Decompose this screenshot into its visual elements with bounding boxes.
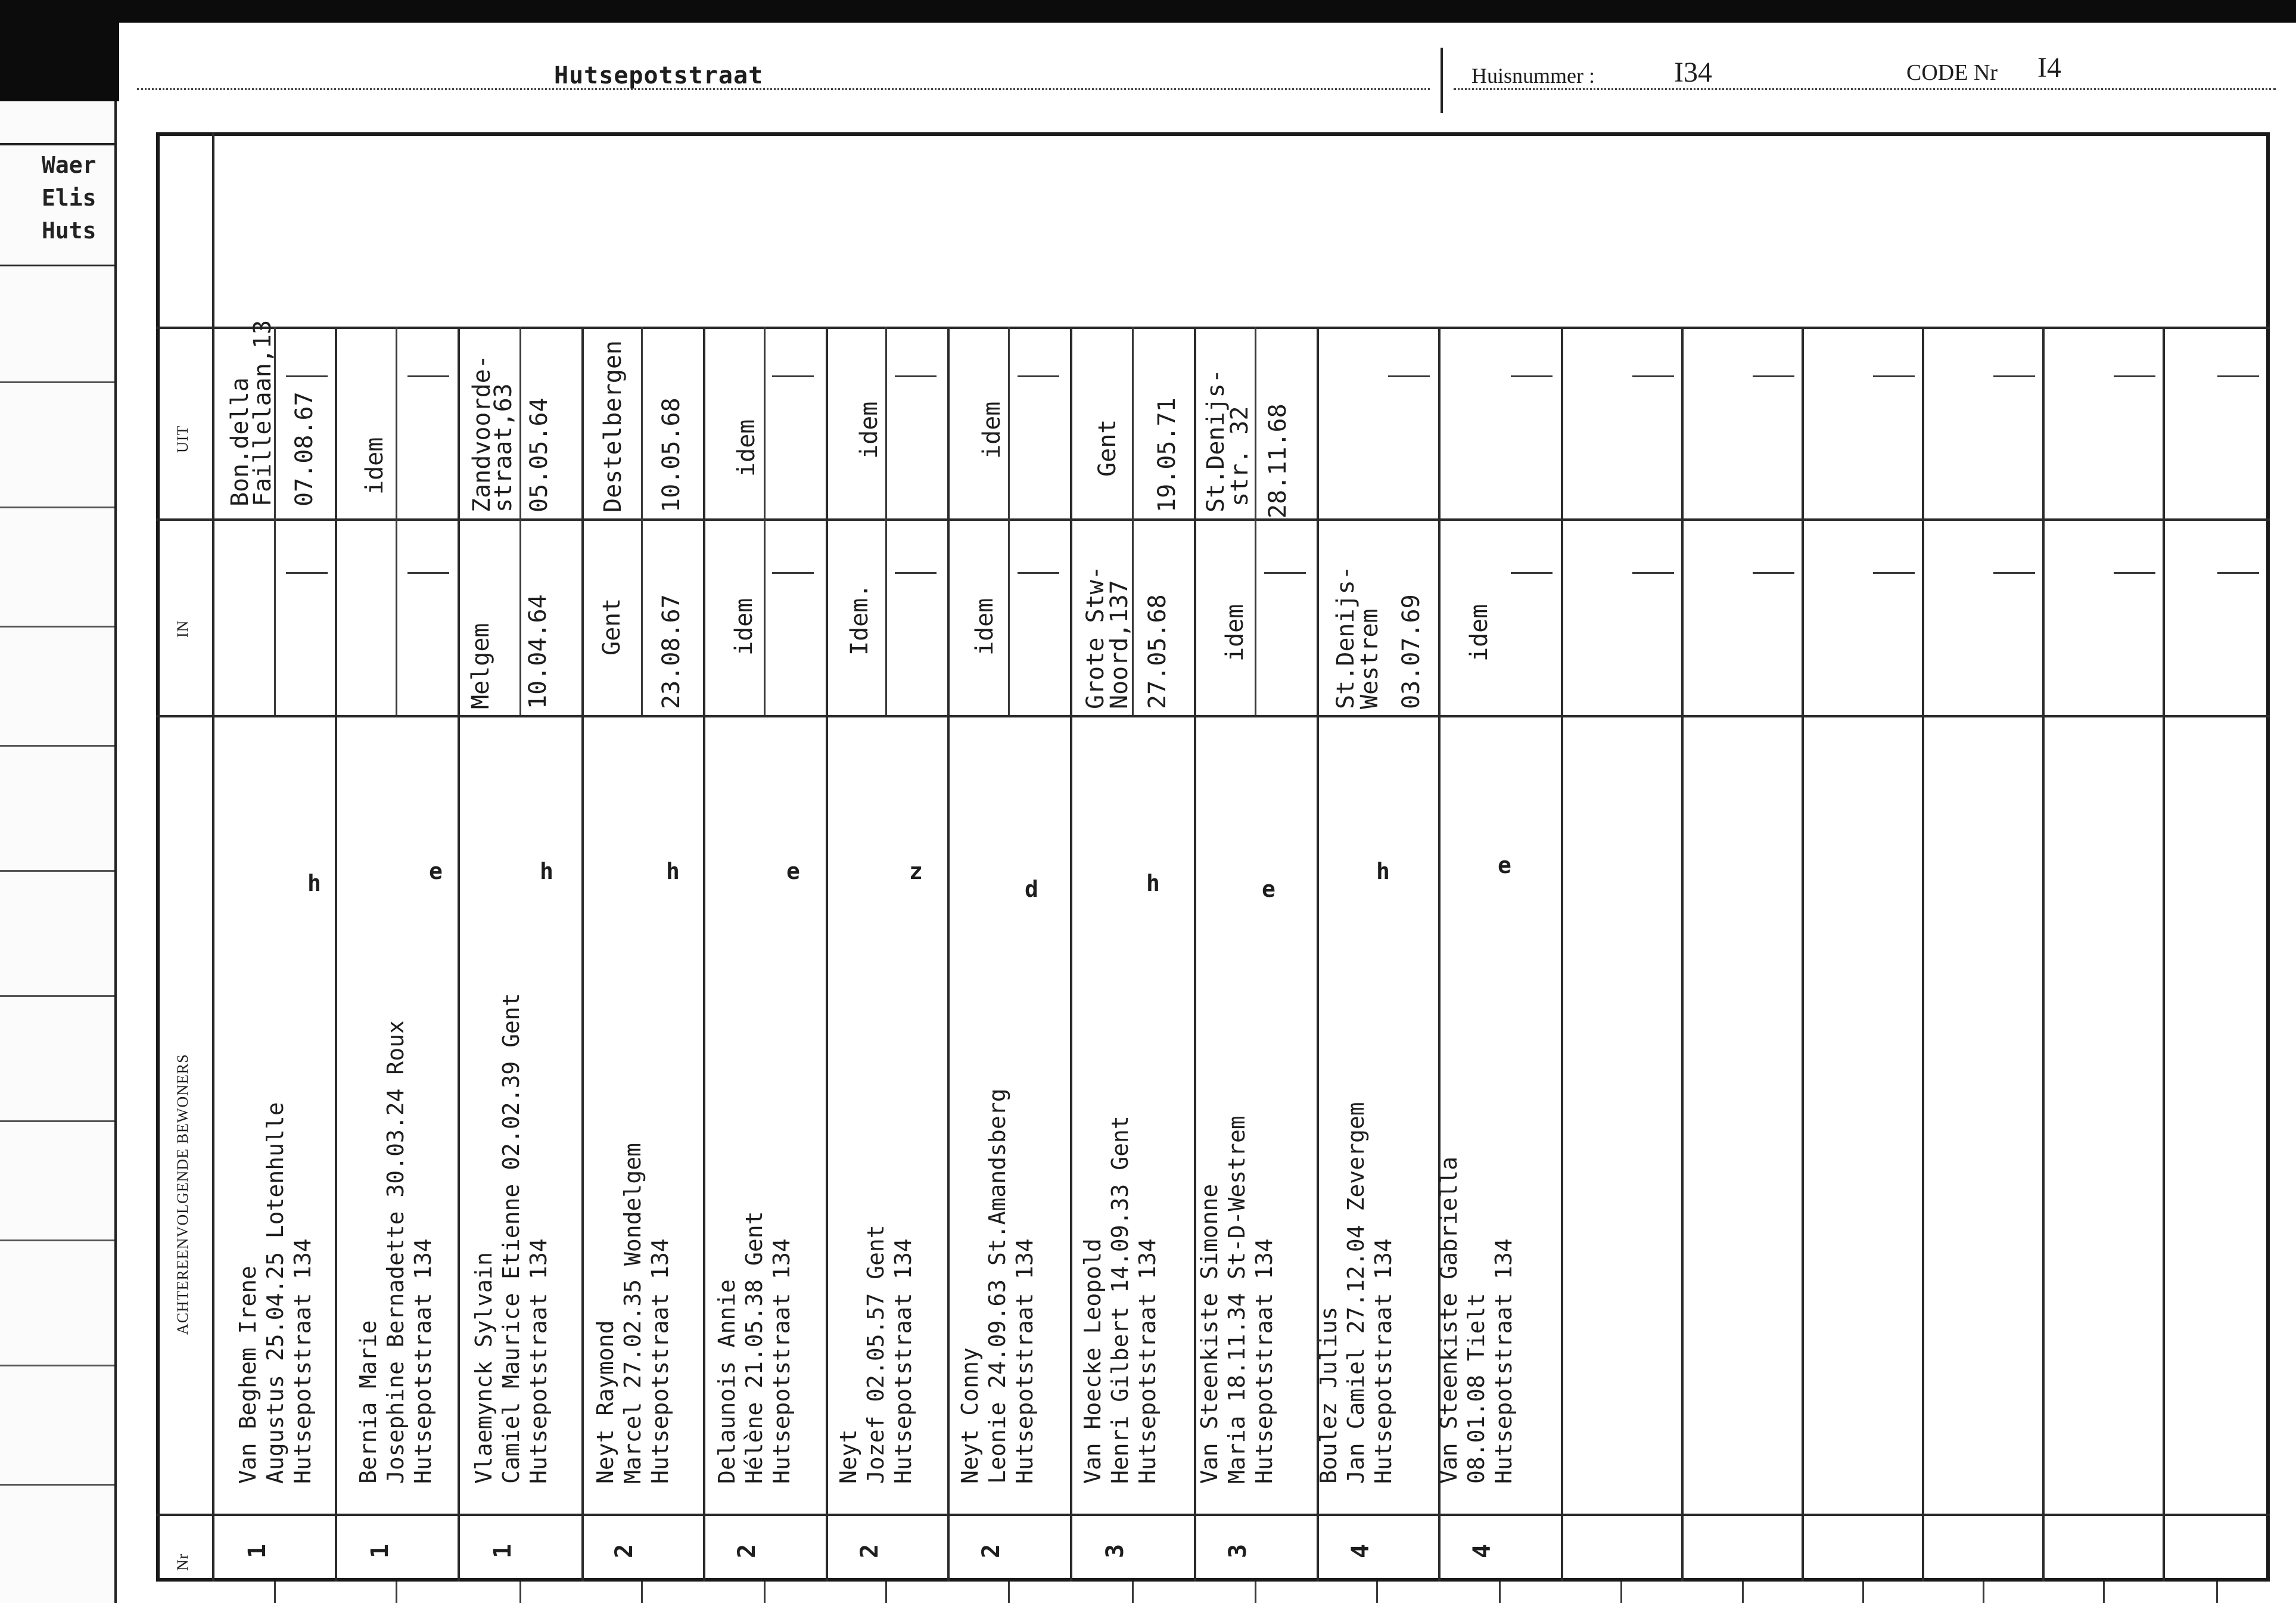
- row-line-1: Delaunois Annie: [714, 1279, 740, 1484]
- in-place: St.Denijs-: [1332, 566, 1359, 709]
- empty-cell-dash: [1632, 375, 1674, 377]
- row-status: h: [1376, 858, 1390, 884]
- row-line-3: Hutsepotstraat 134: [769, 1238, 795, 1484]
- in-sub-rule: [1255, 518, 1256, 715]
- row-line-2: Maria 18.11.34 St-D-Westrem: [1224, 1116, 1250, 1484]
- left-strip-rule: [0, 1365, 114, 1366]
- left-strip: [0, 101, 117, 1603]
- uit-sub-rule: [1255, 327, 1256, 518]
- bottom-tick: [1255, 1582, 1256, 1603]
- uit-date: 28.11.68: [1264, 403, 1292, 518]
- row-status: h: [666, 858, 680, 884]
- in-place: idem: [971, 598, 998, 656]
- nr-column-top-rule: [156, 1514, 2270, 1516]
- left-strip-rule: [0, 1484, 114, 1486]
- bottom-tick: [1132, 1582, 1134, 1603]
- uit-sub-rule: [519, 327, 521, 518]
- row-line-2: Hélène 21.05.38 Gent: [741, 1211, 767, 1484]
- row-nr: 2: [611, 1543, 639, 1559]
- uit-place: Bon.della: [226, 377, 254, 507]
- empty-cell-dash: [895, 375, 937, 377]
- row-rule: [335, 327, 337, 1582]
- uit-place: Gent: [1094, 419, 1121, 477]
- left-strip-rule: [0, 381, 114, 383]
- uit-place: idem: [855, 401, 883, 459]
- row-status: h: [540, 858, 553, 884]
- uit-date: 07.08.67: [291, 392, 318, 507]
- bottom-tick: [274, 1582, 276, 1603]
- house-number-value: I34: [1674, 57, 1712, 88]
- uit-place: idem: [978, 401, 1006, 459]
- residents-column-top-rule: [156, 715, 2270, 717]
- left-strip-line: Waer: [42, 152, 97, 178]
- header-dotted-line: [1454, 88, 2276, 90]
- row-nr: 4: [1347, 1543, 1375, 1559]
- in-sub-rule: [519, 518, 521, 715]
- row-line-1: Neyt Raymond: [592, 1320, 618, 1484]
- row-line-3: Hutsepotstraat 134: [1012, 1238, 1038, 1484]
- row-line-2: Augustus 25.04.25 Lotenhulle: [262, 1102, 288, 1484]
- in-place: Idem.: [846, 583, 873, 656]
- row-status: e: [429, 858, 443, 884]
- left-strip-rule: [0, 1239, 114, 1241]
- row-rule: [2042, 327, 2045, 1582]
- empty-cell-dash: [1018, 375, 1059, 377]
- bottom-tick: [1620, 1582, 1622, 1603]
- row-nr: 2: [978, 1543, 1006, 1559]
- in-place: idem: [730, 598, 758, 656]
- row-rule: [581, 327, 584, 1582]
- in-place: idem: [1221, 604, 1249, 661]
- in-place: Gent: [598, 598, 626, 656]
- in-place: Grote Stw-: [1082, 566, 1109, 709]
- row-rule: [458, 327, 460, 1582]
- row-line-1: Neyt Conny: [957, 1347, 983, 1484]
- empty-cell-dash: [1993, 572, 2035, 574]
- left-strip-rule: [0, 1120, 114, 1122]
- row-rule: [2163, 327, 2165, 1582]
- col-header-in: IN: [174, 620, 191, 638]
- empty-cell-dash: [1873, 572, 1915, 574]
- row-status: e: [1498, 852, 1511, 878]
- row-nr: 3: [1102, 1543, 1130, 1559]
- uit-sub-rule: [764, 327, 766, 518]
- bottom-tick: [519, 1582, 521, 1603]
- bottom-tick: [1742, 1582, 1744, 1603]
- empty-cell-dash: [895, 572, 937, 574]
- scan-corner: [0, 0, 119, 101]
- row-line-2: Camiel Maurice Etienne 02.02.39 Gent: [498, 993, 524, 1484]
- empty-cell-dash: [2114, 375, 2155, 377]
- in-place-2: Westrem: [1356, 608, 1383, 709]
- code-label: CODE Nr: [1906, 60, 1998, 85]
- row-line-3: Hutsepotstraat 134: [525, 1238, 552, 1484]
- col-header-uit: UIT: [174, 425, 191, 453]
- bottom-tick: [2103, 1582, 2105, 1603]
- empty-cell-dash: [2114, 572, 2155, 574]
- row-rule: [947, 327, 950, 1582]
- row-line-2: Josephine Bernadette 30.03.24 Roux: [382, 1020, 409, 1484]
- empty-cell-dash: [772, 572, 814, 574]
- in-sub-rule: [764, 518, 766, 715]
- row-status: z: [909, 858, 923, 884]
- bottom-tick: [1862, 1582, 1864, 1603]
- bottom-tick: [885, 1582, 887, 1603]
- empty-cell-dash: [407, 572, 449, 574]
- scan-top-edge: [0, 0, 2296, 23]
- in-sub-rule: [1008, 518, 1010, 715]
- in-date: 10.04.64: [524, 594, 552, 709]
- row-rule: [703, 327, 705, 1582]
- left-strip-rule: [0, 995, 114, 997]
- bottom-tick: [764, 1582, 766, 1603]
- uit-place-2: Faillelaan,13: [249, 319, 276, 507]
- row-status: d: [1025, 876, 1038, 902]
- uit-sub-rule: [641, 327, 643, 518]
- header-column-rule: [212, 132, 214, 1582]
- uit-place: St.Denijs-: [1202, 369, 1230, 512]
- in-sub-rule: [274, 518, 276, 715]
- header-dotted-line: [137, 88, 1430, 90]
- empty-cell-dash: [1388, 375, 1430, 377]
- empty-cell-dash: [1753, 572, 1794, 574]
- code-value: I4: [2037, 52, 2061, 83]
- row-line-3: Hutsepotstraat 134: [890, 1238, 916, 1484]
- row-line-2: Marcel 27.02.35 Wondelgem: [620, 1143, 646, 1484]
- uit-sub-rule: [1132, 327, 1134, 518]
- row-line-3: Hutsepotstraat 134: [1491, 1238, 1517, 1484]
- empty-cell-dash: [1993, 375, 2035, 377]
- row-line-2: Jozef 02.05.57 Gent: [863, 1225, 889, 1484]
- row-status: h: [307, 870, 321, 896]
- row-line-1: Boulez Julius: [1315, 1306, 1342, 1484]
- empty-cell-dash: [1511, 572, 1553, 574]
- uit-place-2: str. 32: [1226, 406, 1253, 507]
- uit-date: 19.05.71: [1153, 397, 1181, 512]
- in-date: 27.05.68: [1144, 594, 1171, 709]
- row-line-3: Hutsepotstraat 134: [1134, 1238, 1161, 1484]
- uit-place: Zandvoorde-: [468, 355, 496, 512]
- row-nr: 1: [366, 1543, 394, 1559]
- empty-cell-dash: [772, 375, 814, 377]
- col-header-residents: ACHTEREENVOLGENDE BEWONERS: [174, 1054, 191, 1335]
- empty-cell-dash: [1511, 375, 1553, 377]
- uit-sub-rule: [1008, 327, 1010, 518]
- in-date: 03.07.69: [1398, 594, 1425, 709]
- row-line-3: Hutsepotstraat 134: [1370, 1238, 1396, 1484]
- in-sub-rule: [885, 518, 887, 715]
- uit-place-2: straat,63: [490, 383, 517, 512]
- row-rule: [1561, 327, 1563, 1582]
- row-line-1: Van Steenkiste Simonne: [1196, 1183, 1222, 1484]
- row-line-2: 08.01.08 Tielt: [1463, 1293, 1489, 1484]
- uit-date: 10.05.68: [658, 397, 685, 512]
- row-nr: 2: [856, 1543, 884, 1559]
- row-line-1: Van Hoecke Leopold: [1079, 1238, 1106, 1484]
- in-sub-rule: [641, 518, 643, 715]
- header-separator: [1441, 48, 1443, 113]
- row-nr: 4: [1469, 1543, 1497, 1559]
- uit-sub-rule: [885, 327, 887, 518]
- bottom-tick: [1983, 1582, 1984, 1603]
- bottom-tick: [1008, 1582, 1010, 1603]
- left-strip-rule: [0, 626, 114, 627]
- left-strip-rule: [0, 745, 114, 747]
- left-strip-line: Huts: [42, 218, 97, 244]
- left-strip-rule: [0, 507, 114, 508]
- house-number-label: Huisnummer :: [1471, 64, 1595, 88]
- in-place-2: Noord,137: [1106, 580, 1133, 709]
- row-line-3: Hutsepotstraat 134: [1251, 1238, 1277, 1484]
- empty-cell-dash: [1018, 572, 1059, 574]
- in-place: Melgem: [467, 623, 494, 709]
- row-line-1: Bernia Marie: [355, 1320, 381, 1484]
- row-line-3: Hutsepotstraat 134: [647, 1238, 673, 1484]
- row-rule: [826, 327, 828, 1582]
- row-line-2: Henri Gilbert 14.09.33 Gent: [1107, 1116, 1133, 1484]
- row-rule: [1070, 327, 1072, 1582]
- street-name: Hutsepotstraat: [554, 62, 764, 89]
- row-line-3: Hutsepotstraat 134: [290, 1238, 316, 1484]
- bottom-tick: [641, 1582, 643, 1603]
- row-status: e: [786, 858, 800, 884]
- empty-cell-dash: [1753, 375, 1794, 377]
- empty-cell-dash: [2217, 572, 2259, 574]
- row-nr: 1: [489, 1543, 517, 1559]
- row-line-1: Vlaemynck Sylvain: [471, 1252, 497, 1484]
- empty-cell-dash: [1873, 375, 1915, 377]
- empty-cell-dash: [407, 375, 449, 377]
- left-strip-line: Elis: [42, 185, 97, 211]
- row-status: e: [1262, 876, 1275, 902]
- row-nr: 3: [1224, 1543, 1252, 1559]
- row-line-2: Jan Camiel 27.12.04 Zevergem: [1343, 1102, 1369, 1484]
- row-rule: [1922, 327, 1924, 1582]
- row-line-1: Van Steenkiste Gabriella: [1436, 1156, 1462, 1484]
- uit-column-top-rule: [156, 327, 2270, 329]
- uit-place: idem: [361, 437, 388, 495]
- row-rule: [1681, 327, 1684, 1582]
- row-rule: [1802, 327, 1804, 1582]
- bottom-tick: [396, 1582, 397, 1603]
- row-line-1: Neyt: [835, 1429, 861, 1484]
- row-nr: 1: [244, 1543, 272, 1559]
- uit-date: 05.05.64: [525, 397, 553, 512]
- bottom-tick: [2216, 1582, 2218, 1603]
- row-nr: 2: [733, 1543, 761, 1559]
- in-column-top-rule: [156, 518, 2270, 521]
- in-sub-rule: [396, 518, 397, 715]
- bottom-tick: [1376, 1582, 1378, 1603]
- left-strip-rule: [0, 870, 114, 872]
- row-line-1: Van Beghem Irene: [235, 1265, 261, 1484]
- col-header-nr: Nr: [174, 1553, 191, 1571]
- in-date: 23.08.67: [658, 594, 685, 709]
- empty-cell-dash: [1264, 572, 1306, 574]
- empty-cell-dash: [286, 375, 328, 377]
- uit-place: idem: [733, 419, 760, 477]
- row-status: h: [1146, 870, 1160, 896]
- empty-cell-dash: [1632, 572, 1674, 574]
- empty-cell-dash: [2217, 375, 2259, 377]
- in-place: idem: [1466, 604, 1493, 661]
- bottom-tick: [1499, 1582, 1501, 1603]
- uit-sub-rule: [396, 327, 397, 518]
- empty-cell-dash: [286, 572, 328, 574]
- uit-place: Destelbergen: [599, 340, 627, 512]
- row-line-2: Leonie 24.09.63 St.Amandsberg: [984, 1088, 1010, 1484]
- row-line-3: Hutsepotstraat 134: [410, 1238, 436, 1484]
